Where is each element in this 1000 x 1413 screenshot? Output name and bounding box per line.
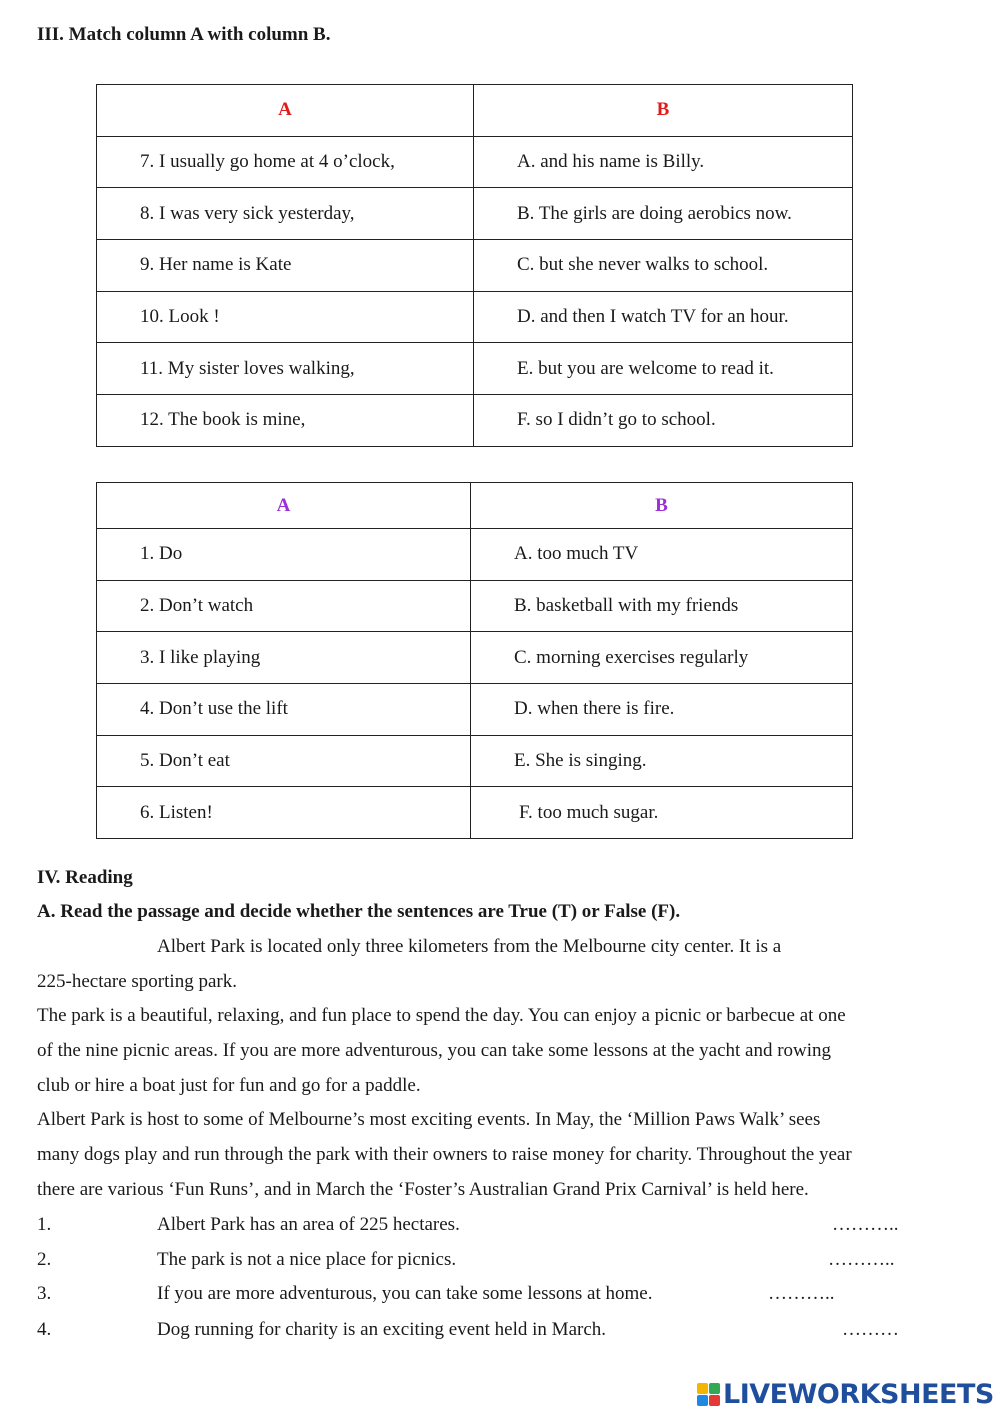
question-text: Albert Park has an area of 225 hectares. bbox=[157, 1214, 460, 1235]
column-b-cell: D. when there is fire. bbox=[471, 684, 853, 736]
table-row bbox=[97, 291, 853, 343]
column-b-header: B bbox=[474, 85, 853, 137]
answer-blank[interactable]: ……….. bbox=[768, 1283, 835, 1304]
table-row bbox=[97, 580, 853, 632]
table-row bbox=[97, 240, 853, 292]
column-a-cell: 7. I usually go home at 4 o’clock, bbox=[97, 136, 474, 188]
column-b-cell: C. morning exercises regularly bbox=[471, 632, 853, 684]
column-a-cell: 10. Look ! bbox=[97, 291, 474, 343]
table-row bbox=[97, 343, 853, 395]
table-row bbox=[97, 787, 853, 839]
question-number: 4. bbox=[37, 1319, 52, 1340]
table-row bbox=[97, 395, 853, 447]
passage-line: Albert Park is host to some of Melbourne’s most exciting events. In May, the ‘Million Paws Walk’ sees bbox=[37, 1109, 821, 1130]
section-4-title: IV. Reading bbox=[37, 867, 133, 888]
passage-line: club or hire a boat just for fun and go for a paddle. bbox=[37, 1075, 421, 1096]
question-text: Dog running for charity is an exciting event held in March. bbox=[157, 1319, 607, 1340]
table-row bbox=[97, 735, 853, 787]
column-b-cell: E. She is singing. bbox=[471, 735, 853, 787]
passage-line: there are various ‘Fun Runs’, and in March the ‘Foster’s Australian Grand Prix Carnival’ is held here. bbox=[37, 1179, 809, 1200]
table-header-row bbox=[97, 483, 853, 529]
column-a-cell: 3. I like playing bbox=[97, 632, 471, 684]
column-a-cell: 6. Listen! bbox=[97, 787, 471, 839]
table-row bbox=[97, 529, 853, 581]
column-b-cell: B. basketball with my friends bbox=[471, 580, 853, 632]
match-table-2 bbox=[96, 482, 853, 839]
table-row bbox=[97, 632, 853, 684]
passage-line: The park is a beautiful, relaxing, and fun place to spend the day. You can enjoy a picnic or barbecue at one bbox=[37, 1005, 846, 1026]
column-a-header: A bbox=[97, 483, 471, 529]
table-row bbox=[97, 136, 853, 188]
column-b-header: B bbox=[471, 483, 853, 529]
column-a-cell: 5. Don’t eat bbox=[97, 735, 471, 787]
question-number: 3. bbox=[37, 1283, 52, 1304]
column-b-cell: A. and his name is Billy. bbox=[474, 136, 853, 188]
column-b-cell: A. too much TV bbox=[471, 529, 853, 581]
answer-blank[interactable]: ……….. bbox=[832, 1214, 899, 1235]
column-a-cell: 11. My sister loves walking, bbox=[97, 343, 474, 395]
column-b-cell: B. The girls are doing aerobics now. bbox=[474, 188, 853, 240]
logo-grid-icon bbox=[697, 1383, 720, 1406]
table-row bbox=[97, 188, 853, 240]
question-number: 2. bbox=[37, 1249, 52, 1270]
column-b-cell: C. but she never walks to school. bbox=[474, 240, 853, 292]
column-a-cell: 8. I was very sick yesterday, bbox=[97, 188, 474, 240]
column-b-cell: E. but you are welcome to read it. bbox=[474, 343, 853, 395]
column-a-cell: 2. Don’t watch bbox=[97, 580, 471, 632]
passage-line: of the nine picnic areas. If you are more adventurous, you can take some lessons at the yacht and rowing bbox=[37, 1040, 832, 1061]
logo-text: LIVEWORKSHEETS bbox=[723, 1378, 994, 1410]
answer-blank[interactable]: ……… bbox=[842, 1319, 899, 1340]
passage-line: many dogs play and run through the park with their owners to raise money for charity. Throughout the year bbox=[37, 1144, 852, 1165]
column-a-cell: 9. Her name is Kate bbox=[97, 240, 474, 292]
column-a-cell: 12. The book is mine, bbox=[97, 395, 474, 447]
answer-blank[interactable]: ……….. bbox=[828, 1249, 895, 1270]
section-3-title: III. Match column A with column B. bbox=[37, 24, 331, 45]
column-a-header: A bbox=[97, 85, 474, 137]
table-row bbox=[97, 684, 853, 736]
column-a-cell: 1. Do bbox=[97, 529, 471, 581]
column-b-cell: D. and then I watch TV for an hour. bbox=[474, 291, 853, 343]
question-number: 1. bbox=[37, 1214, 52, 1235]
reading-instruction: A. Read the passage and decide whether the sentences are True (T) or False (F). bbox=[37, 901, 681, 922]
table-header-row bbox=[97, 85, 853, 137]
match-table-1 bbox=[96, 84, 853, 447]
column-a-cell: 4. Don’t use the lift bbox=[97, 684, 471, 736]
passage-line: 225-hectare sporting park. bbox=[37, 971, 237, 992]
column-b-cell: F. so I didn’t go to school. bbox=[474, 395, 853, 447]
liveworksheets-logo bbox=[697, 1377, 994, 1411]
column-b-cell: F. too much sugar. bbox=[471, 787, 853, 839]
passage-line: Albert Park is located only three kilometers from the Melbourne city center. It is a bbox=[157, 936, 782, 957]
question-text: The park is not a nice place for picnics. bbox=[157, 1249, 457, 1270]
question-text: If you are more adventurous, you can take some lessons at home. bbox=[157, 1283, 653, 1304]
